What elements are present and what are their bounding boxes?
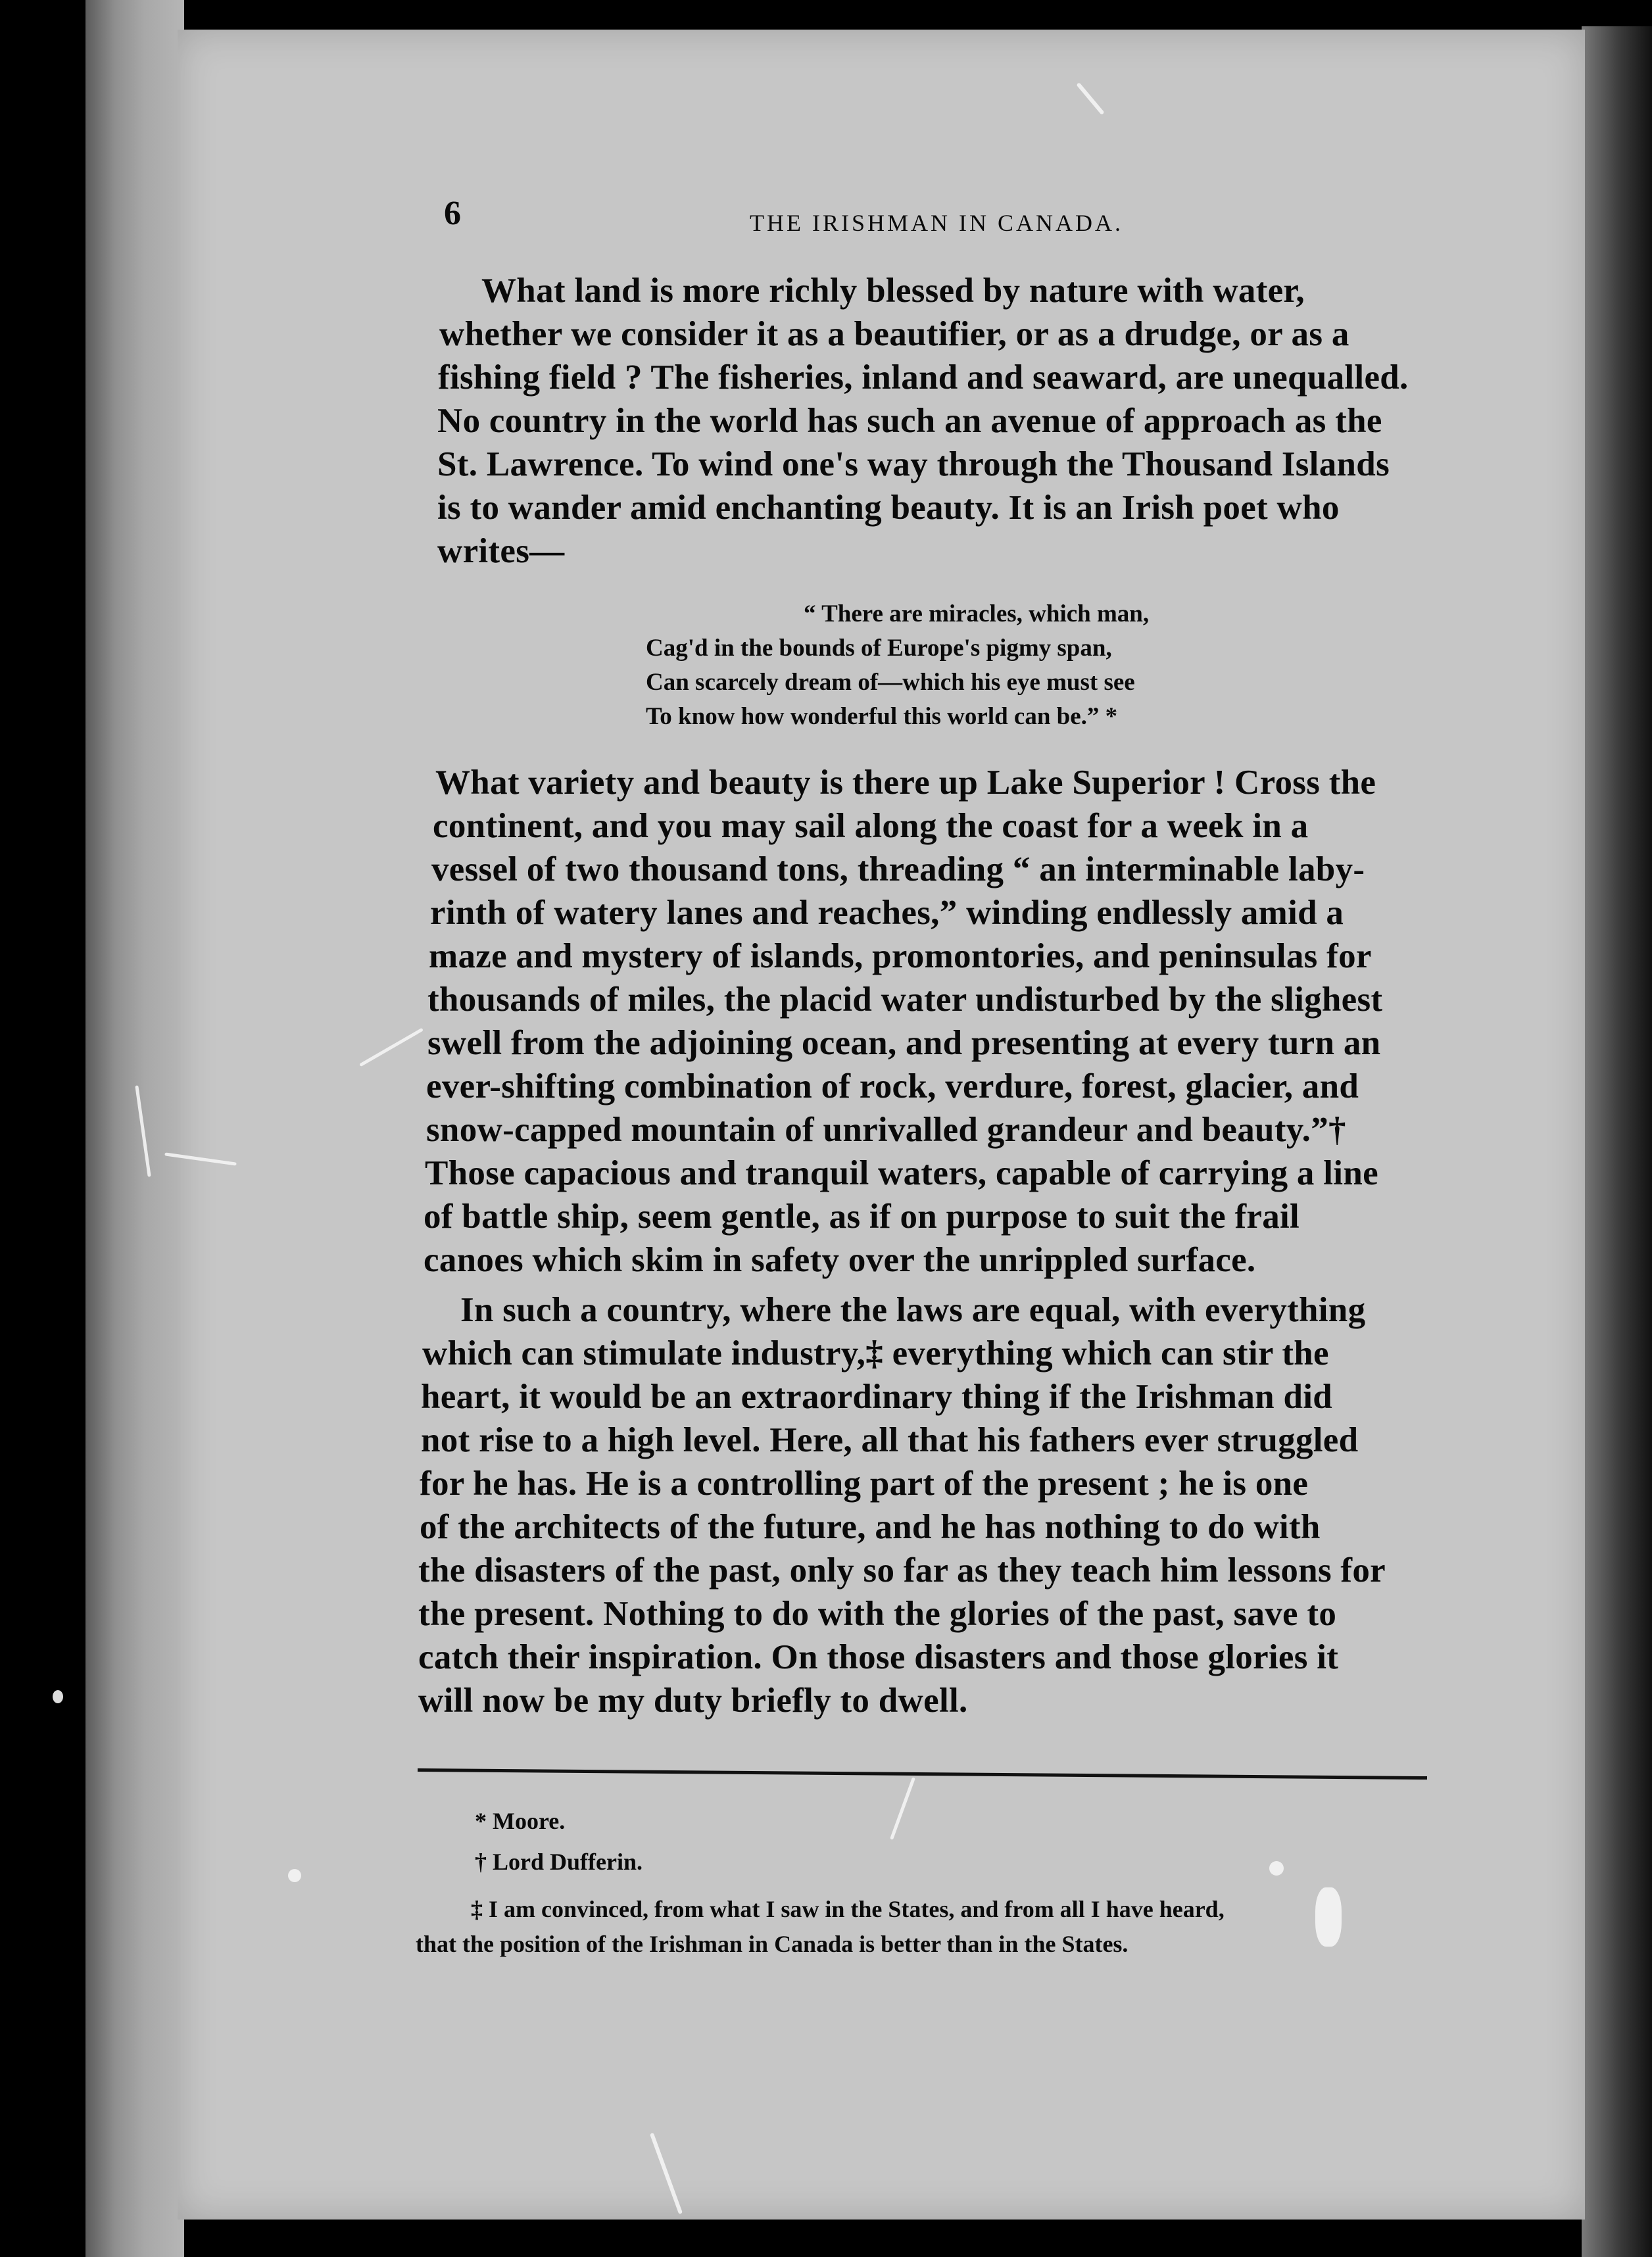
paragraph2-line: Those capacious and tranquil waters, capable of carrying a line bbox=[425, 1154, 1378, 1192]
page-stack-left-edge bbox=[85, 0, 184, 2257]
footnote: † Lord Dufferin. bbox=[475, 1849, 643, 1875]
paragraph2-line: vessel of two thousand tons, threading “ an interminable laby- bbox=[431, 850, 1365, 888]
paragraph2-line: thousands of miles, the placid water undisturbed by the slighest bbox=[427, 981, 1383, 1019]
verse-line: “ There are miracles, which man, bbox=[804, 600, 1150, 627]
paragraph1-line: is to wander amid enchanting beauty. It is an Irish poet who bbox=[437, 489, 1340, 527]
footnote: ‡ I am convinced, from what I saw in the States, and from all I have heard, bbox=[471, 1896, 1225, 1922]
paragraph1-line: whether we consider it as a beautifier, or as a drudge, or as a bbox=[439, 315, 1349, 353]
paragraph2-line: rinth of watery lanes and reaches,” winding endlessly amid a bbox=[430, 894, 1344, 932]
paragraph2-line: of battle ship, seem gentle, as if on purpose to suit the frail bbox=[424, 1198, 1300, 1236]
paragraph3-line: which can stimulate industry,‡ everything which can stir the bbox=[422, 1334, 1329, 1372]
paragraph1-line: St. Lawrence. To wind one's way through the Thousand Islands bbox=[437, 445, 1390, 483]
dust-spot bbox=[288, 1869, 301, 1882]
running-head: THE IRISHMAN IN CANADA. bbox=[750, 210, 1123, 236]
footnote: that the position of the Irishman in Canada is better than in the States. bbox=[416, 1931, 1129, 1957]
paragraph2-line: What variety and beauty is there up Lake Superior ! Cross the bbox=[435, 764, 1376, 802]
paragraph3-line: heart, it would be an extraordinary thing if the Irishman did bbox=[421, 1378, 1333, 1416]
paragraph1-line: No country in the world has such an avenue of approach as the bbox=[437, 402, 1382, 440]
dust-spot bbox=[1315, 1887, 1342, 1947]
paragraph1-line: What land is more richly blessed by nature with water, bbox=[481, 272, 1305, 310]
binding-right-edge bbox=[1582, 26, 1652, 2257]
page-number: 6 bbox=[444, 195, 461, 232]
paragraph2-line: snow-capped mountain of unrivalled grandeur and beauty.”† bbox=[426, 1111, 1346, 1149]
paragraph2-line: maze and mystery of islands, promontories, and peninsulas for bbox=[429, 937, 1372, 975]
paragraph1-line: writes— bbox=[437, 532, 565, 570]
dust-spot bbox=[1269, 1861, 1284, 1876]
paragraph3-line: will now be my duty briefly to dwell. bbox=[418, 1682, 968, 1720]
paragraph3-line: the disasters of the past, only so far as they teach him lessons for bbox=[418, 1551, 1386, 1590]
paragraph3-line: not rise to a high level. Here, all that his fathers ever struggled bbox=[421, 1421, 1359, 1459]
paragraph3-line: for he has. He is a controlling part of the present ; he is one bbox=[420, 1465, 1309, 1503]
paragraph2-line: canoes which skim in safety over the unrippled surface. bbox=[424, 1241, 1256, 1279]
verse-line: Can scarcely dream of—which his eye must see bbox=[646, 669, 1135, 696]
paragraph3-line: In such a country, where the laws are equal, with everything bbox=[460, 1291, 1366, 1329]
paragraph3-line: catch their inspiration. On those disasters and those glories it bbox=[418, 1638, 1339, 1676]
paragraph2-line: swell from the adjoining ocean, and presenting at every turn an bbox=[427, 1024, 1381, 1062]
paragraph1-line: fishing field ? The fisheries, inland and seaward, are unequalled. bbox=[438, 358, 1409, 397]
paragraph3-line: the present. Nothing to do with the glories of the past, save to bbox=[418, 1595, 1337, 1633]
dust-spot bbox=[53, 1690, 63, 1703]
verse-line: To know how wonderful this world can be.” * bbox=[646, 703, 1118, 730]
paragraph3-line: of the architects of the future, and he has nothing to do with bbox=[420, 1508, 1321, 1546]
verse-line: Cag'd in the bounds of Europe's pigmy span, bbox=[646, 635, 1112, 662]
paragraph2-line: ever-shifting combination of rock, verdure, forest, glacier, and bbox=[426, 1067, 1359, 1105]
footnote: * Moore. bbox=[475, 1808, 566, 1834]
paragraph2-line: continent, and you may sail along the coast for a week in a bbox=[433, 807, 1309, 845]
